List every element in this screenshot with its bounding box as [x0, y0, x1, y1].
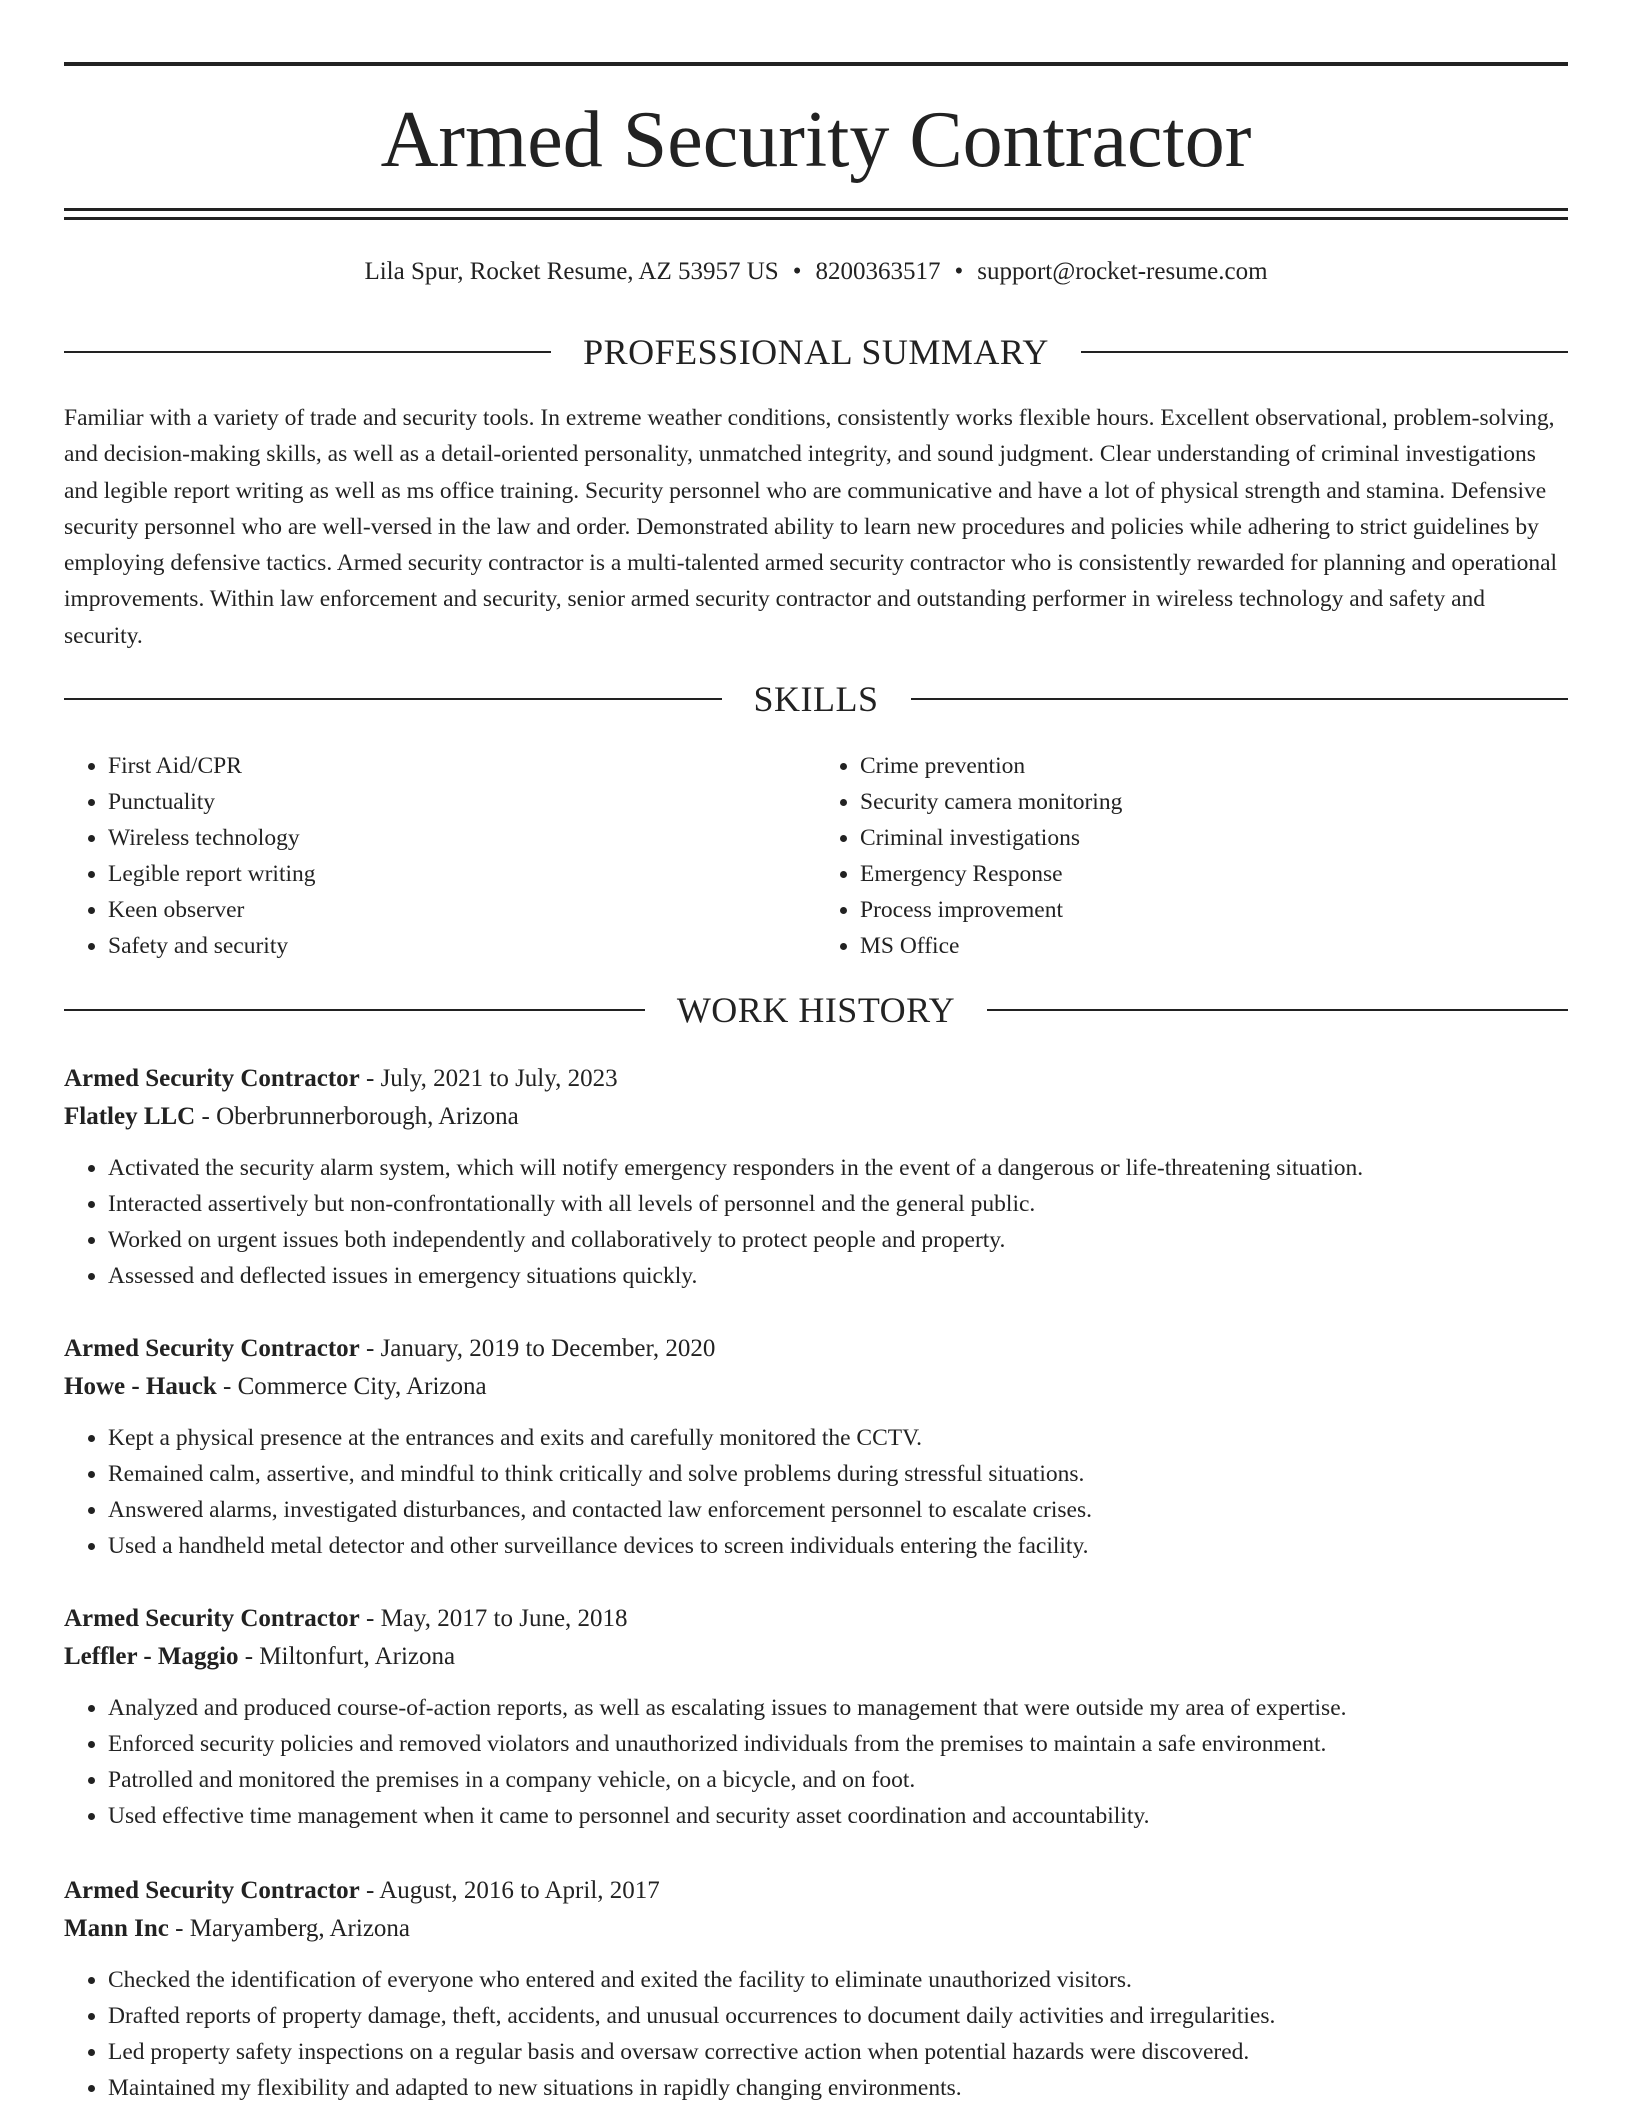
job-company-line: [64, 1910, 1568, 1948]
section-rule-right: [1081, 351, 1568, 353]
job-bullet: • Worked on urgent issues both independently and collaboratively to protect people and property.: [108, 1222, 1568, 1258]
job-bullet: • Led property safety inspections on a regular basis and oversaw corrective action when potential hazards were discovered.: [108, 2034, 1568, 2070]
skills-list: [64, 748, 1568, 964]
job-bullet: • Used effective time management when it came to personnel and security asset coordination and accountability.: [108, 1798, 1568, 1834]
job-entry: [64, 1872, 1568, 2106]
job-company-line: [64, 1368, 1568, 1406]
job-company: Flatley LLC: [64, 1103, 196, 1130]
job-location: - Miltonfurt, Arizona: [238, 1643, 456, 1670]
skill-item: • First Aid/CPR: [108, 748, 816, 784]
job-bullets: [64, 1150, 1568, 1294]
job-company: Leffler - Maggio: [64, 1643, 239, 1670]
job-bullet: • Interacted assertively but non-confrontationally with all levels of personnel and the general public.: [108, 1186, 1568, 1222]
work-section-header: [64, 988, 1568, 1032]
job-bullets: [64, 1420, 1568, 1564]
skill-item: • Criminal investigations: [860, 820, 1568, 856]
contact-separator: •: [792, 258, 802, 285]
job-bullets: [64, 1962, 1568, 2106]
job-bullet: • Activated the security alarm system, which will notify emergency responders in the event of a dangerous or life-threatening situation.: [108, 1150, 1568, 1186]
job-role: Armed Security Contractor: [64, 1335, 360, 1362]
job-bullet: • Remained calm, assertive, and mindful to think critically and solve problems during stressful situations.: [108, 1456, 1568, 1492]
summary-heading: PROFESSIONAL SUMMARY: [583, 332, 1049, 372]
skill-item: • MS Office: [860, 928, 1568, 964]
job-company-line: [64, 1098, 1568, 1136]
job-title-line: [64, 1600, 1568, 1638]
skills-heading: SKILLS: [753, 679, 879, 719]
job-location: - Maryamberg, Arizona: [168, 1915, 411, 1942]
job-bullets: [64, 1690, 1568, 1834]
work-heading: WORK HISTORY: [676, 990, 956, 1030]
job-dates: - May, 2017 to June, 2018: [359, 1605, 628, 1632]
contact-line: [64, 254, 1568, 290]
job-location: - Commerce City, Arizona: [216, 1373, 487, 1400]
job-bullet: • Checked the identification of everyone who entered and exited the facility to eliminate unauthorized visitors.: [108, 1962, 1568, 1998]
job-title-line: [64, 1060, 1568, 1098]
job-location: - Oberbrunnerborough, Arizona: [195, 1103, 519, 1130]
job-bullet: • Used a handheld metal detector and other surveillance devices to screen individuals entering the facility.: [108, 1528, 1568, 1564]
section-rule-left: [64, 351, 551, 353]
skill-item: • Keen observer: [108, 892, 816, 928]
job-role: Armed Security Contractor: [64, 1065, 360, 1092]
job-bullet: • Drafted reports of property damage, theft, accidents, and unusual occurrences to document daily activities and irregularities.: [108, 1998, 1568, 2034]
job-bullet: • Analyzed and produced course-of-action reports, as well as escalating issues to management that were outside my area of expertise.: [108, 1690, 1568, 1726]
job-bullet: • Kept a physical presence at the entrances and exits and carefully monitored the CCTV.: [108, 1420, 1568, 1456]
contact-phone: 8200363517: [815, 258, 941, 285]
section-rule-left: [64, 1009, 645, 1011]
job-entry: [64, 1600, 1568, 1834]
section-rule-right: [911, 698, 1569, 700]
job-bullet: • Answered alarms, investigated disturbances, and contacted law enforcement personnel to escalate crises.: [108, 1492, 1568, 1528]
job-bullet: • Patrolled and monitored the premises in a company vehicle, on a bicycle, and on foot.: [108, 1762, 1568, 1798]
job-title-line: [64, 1330, 1568, 1368]
job-bullet: • Assessed and deflected issues in emergency situations quickly.: [108, 1258, 1568, 1294]
skill-item: • Legible report writing: [108, 856, 816, 892]
job-dates: - July, 2021 to July, 2023: [359, 1065, 618, 1092]
job-company-line: [64, 1638, 1568, 1676]
skill-item: • Security camera monitoring: [860, 784, 1568, 820]
skills-column-left: [64, 748, 816, 964]
contact-email: support@rocket-resume.com: [977, 258, 1268, 285]
job-dates: - August, 2016 to April, 2017: [359, 1877, 660, 1904]
job-title-line: [64, 1872, 1568, 1910]
job-bullet: • Enforced security policies and removed violators and unauthorized individuals from the premises to maintain a safe environment.: [108, 1726, 1568, 1762]
top-rule: [64, 62, 1568, 66]
skills-section-header: [64, 677, 1568, 721]
job-role: Armed Security Contractor: [64, 1877, 360, 1904]
contact-address: Lila Spur, Rocket Resume, AZ 53957 US: [364, 258, 779, 285]
contact-separator: •: [954, 258, 964, 285]
skill-item: • Emergency Response: [860, 856, 1568, 892]
summary-text: Familiar with a variety of trade and security tools. In extreme weather conditions, consistently works flexible hours. Excellent observational, problem-solving, and decision-making skills, as well as a detail-oriented personality, unmatched integrity, and sound judgment. Clear understanding of criminal investigations and legible report writing as well as ms office training. Security personnel who are communicative and have a lot of physical strength and stamina. Defensive security personnel who are well-versed in the law and order. Demonstrated ability to learn new procedures and policies while adhering to strict guidelines by employing defensive tactics. Armed security contractor is a multi-talented armed security contractor who is consistently rewarded for planning and operational improvements. Within law enforcement and security, senior armed security contractor and outstanding performer in wireless technology and safety and security.: [64, 405, 1558, 649]
job-entry: [64, 1330, 1568, 1564]
skill-item: • Wireless technology: [108, 820, 816, 856]
job-entry: [64, 1060, 1568, 1294]
job-role: Armed Security Contractor: [64, 1605, 360, 1632]
section-rule-left: [64, 698, 722, 700]
job-company: Mann Inc: [64, 1915, 169, 1942]
summary-section-header: [64, 330, 1568, 374]
title-double-rule: [64, 208, 1568, 220]
section-rule-right: [987, 1009, 1568, 1011]
job-company: Howe - Hauck: [64, 1373, 217, 1400]
resume-title: Armed Security Contractor: [380, 96, 1252, 184]
skill-item: • Punctuality: [108, 784, 816, 820]
job-bullet: • Maintained my flexibility and adapted to new situations in rapidly changing environments.: [108, 2070, 1568, 2106]
skill-item: • Safety and security: [108, 928, 816, 964]
job-dates: - January, 2019 to December, 2020: [359, 1335, 716, 1362]
skill-item: • Process improvement: [860, 892, 1568, 928]
skills-column-right: [816, 748, 1568, 964]
skill-item: • Crime prevention: [860, 748, 1568, 784]
